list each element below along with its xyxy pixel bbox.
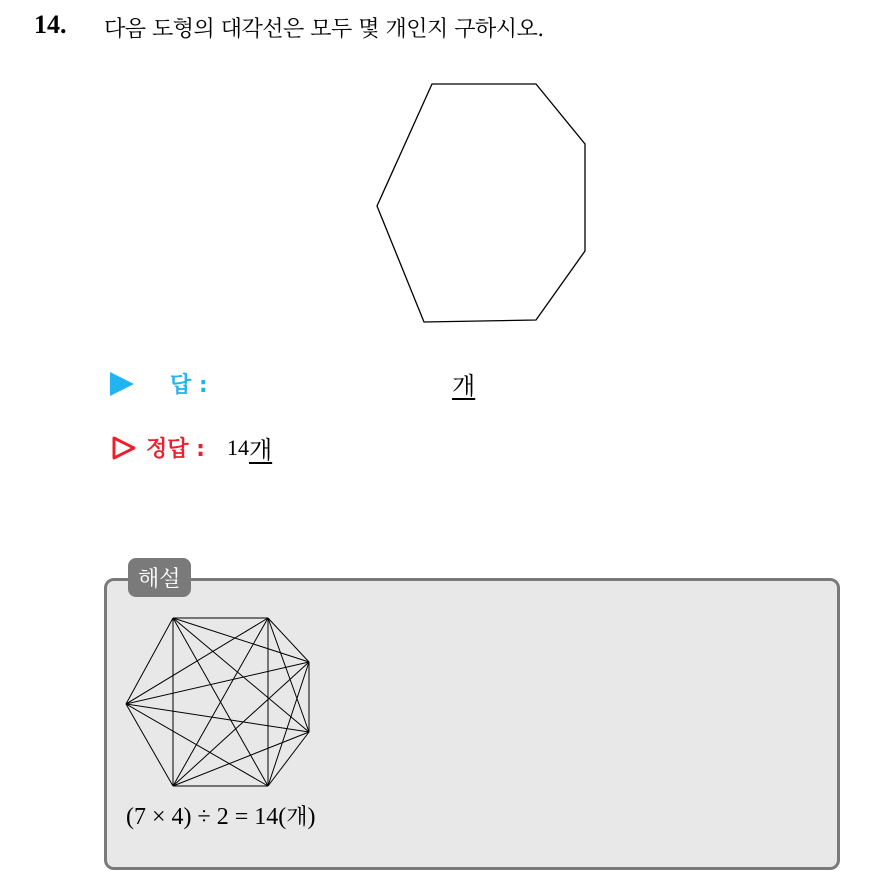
answer-row	[110, 368, 208, 399]
question-number: 14.	[34, 10, 67, 39]
heptagon-figure	[370, 78, 600, 338]
heptagon-shape	[377, 84, 585, 322]
play-triangle-icon	[110, 372, 134, 396]
solution-tag: 해설	[128, 558, 191, 597]
heptagon-side	[126, 618, 173, 704]
answer-unit: 개	[452, 372, 476, 400]
diagonal-line	[126, 704, 268, 786]
correct-answer-label: 정답 :	[146, 437, 205, 462]
solution-equation-close: )	[307, 804, 316, 830]
solution-equation	[126, 800, 315, 831]
heptagon-diagonals-figure	[120, 612, 320, 792]
heptagon-side	[126, 704, 173, 786]
question-text: 다음 도형의 대각선은 모두 몇 개인지 구하시오.	[104, 17, 544, 42]
answer-label: 답 :	[170, 373, 208, 398]
correct-answer-row	[110, 430, 272, 465]
correct-answer-value: 14	[226, 434, 249, 460]
diagonal-line	[126, 618, 268, 704]
solution-equation-unit: 개	[286, 805, 308, 830]
solution-equation-math: (7 × 4) ÷ 2 = 14(	[126, 804, 287, 830]
outlined-triangle-icon	[110, 434, 138, 462]
correct-answer-unit: 개	[248, 436, 273, 464]
